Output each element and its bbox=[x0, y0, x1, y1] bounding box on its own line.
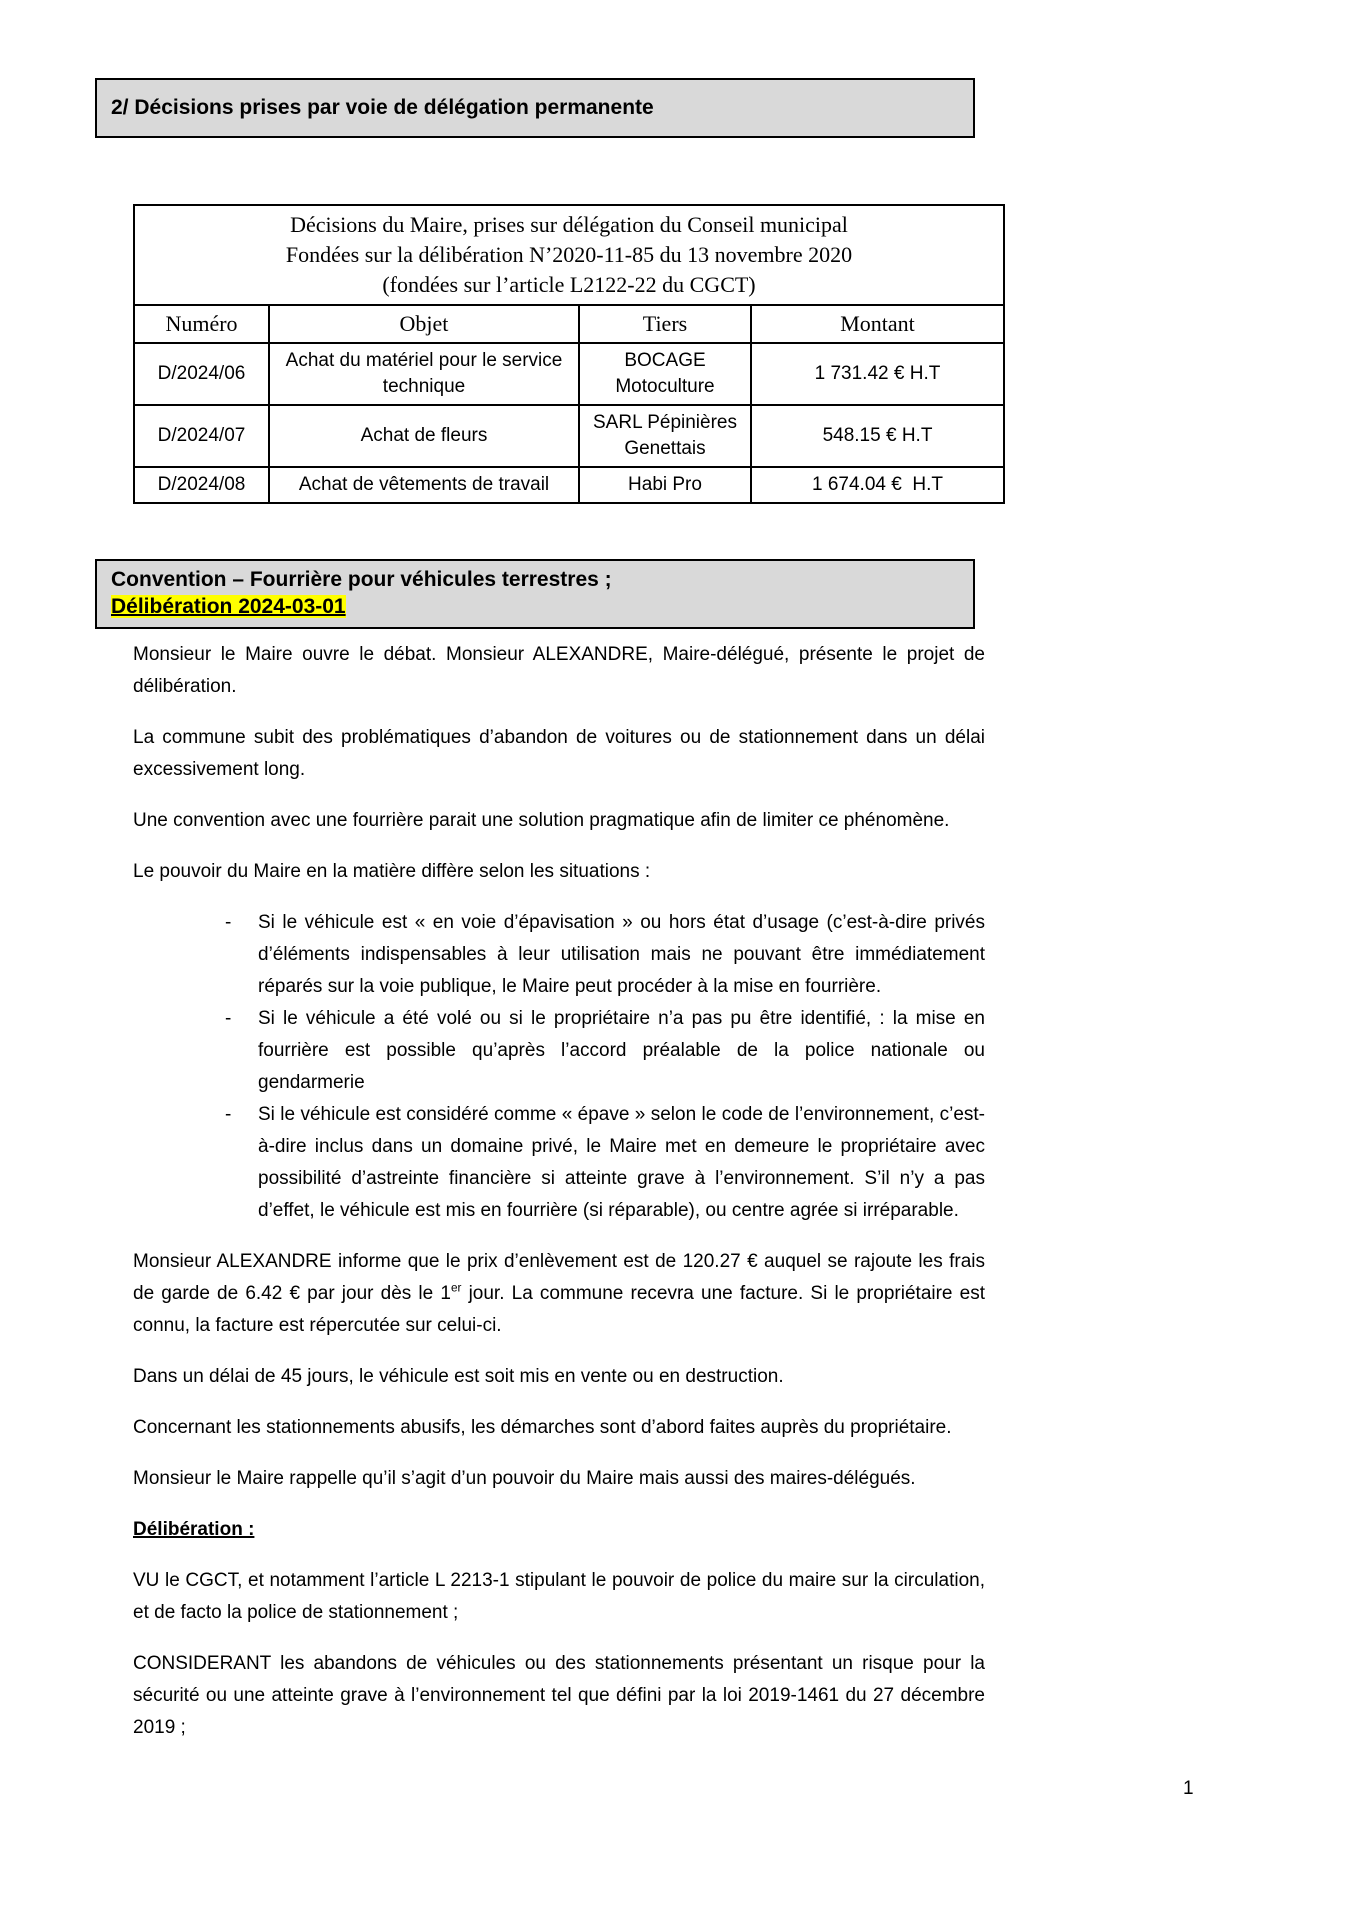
banner-delegation-title: 2/ Décisions prises par voie de délégation permanente bbox=[111, 96, 654, 119]
bullet-dash: - bbox=[225, 1104, 232, 1125]
table-title-line-3: (fondées sur l’article L2122-22 du CGCT) bbox=[382, 272, 756, 297]
cell-numero: D/2024/08 bbox=[134, 467, 269, 503]
bullet-item-vole bbox=[225, 1003, 985, 1099]
section-banner-delegation bbox=[95, 78, 975, 138]
paragraph-pouvoir-maire: Le pouvoir du Maire en la matière diffère selon les situations : bbox=[133, 861, 651, 882]
decisions-table-wrap bbox=[133, 204, 1357, 504]
bullet-list bbox=[133, 907, 985, 1227]
table-title-row bbox=[134, 205, 1004, 305]
paragraph-considerant: CONSIDERANT les abandons de véhicules ou des stationnements présentant un risque pour la sécurité ou une atteinte grave à l’environnement tel que défini par la loi 2019-1461 du 27 décembre 2019 ; bbox=[133, 1653, 985, 1738]
table-title-line-2: Fondées sur la délibération N’2020-11-85 du 13 novembre 2020 bbox=[285, 242, 853, 267]
table-title-cell bbox=[134, 205, 1004, 305]
cell-numero: D/2024/06 bbox=[134, 343, 269, 405]
table-header-numero: Numéro bbox=[134, 305, 269, 343]
prix-text-after-sup: jour. La commune recevra une facture. Si le propriétaire est connu, la facture est répercutée sur celui-ci. bbox=[133, 1283, 985, 1336]
paragraph-rappel-pouvoir: Monsieur le Maire rappelle qu’il s’agit d’un pouvoir du Maire mais aussi des maires-délégués. bbox=[133, 1468, 916, 1489]
table-header-objet: Objet bbox=[269, 305, 579, 343]
paragraph-delai-45-jours: Dans un délai de 45 jours, le véhicule est soit mis en vente ou en destruction. bbox=[133, 1366, 784, 1387]
bullet-item-epave bbox=[225, 1099, 985, 1227]
bullet-dash: - bbox=[225, 1008, 232, 1029]
section-banner-convention bbox=[95, 559, 975, 629]
cell-montant: 548.15 € H.T bbox=[751, 405, 1004, 467]
table-row bbox=[134, 343, 1004, 405]
prix-text-before-sup: Monsieur ALEXANDRE informe que le prix d’enlèvement est de 120.27 € auquel se rajoute les frais de garde de 6.42 € par jour dès le 1 bbox=[133, 1251, 985, 1304]
table-header-row bbox=[134, 305, 1004, 343]
table-row bbox=[134, 467, 1004, 503]
banner-convention-line-2 bbox=[111, 593, 959, 620]
cell-objet: Achat de vêtements de travail bbox=[269, 467, 579, 503]
bullet-dash: - bbox=[225, 912, 232, 933]
table-title-line-1: Décisions du Maire, prises sur délégation du Conseil municipal bbox=[290, 212, 848, 237]
table-row bbox=[134, 405, 1004, 467]
paragraph-vu-cgct: VU le CGCT, et notamment l’article L 2213-1 stipulant le pouvoir de police du maire sur la circulation, et de facto la police de stationnement ; bbox=[133, 1570, 985, 1623]
banner-convention-line-1: Convention – Fourrière pour véhicules terrestres ; bbox=[111, 568, 612, 591]
paragraph-stationnements-abusifs: Concernant les stationnements abusifs, les démarches sont d’abord faites auprès du propriétaire. bbox=[133, 1417, 952, 1438]
paragraph-problematiques: La commune subit des problématiques d’abandon de voitures ou de stationnement dans un délai excessivement long. bbox=[133, 727, 985, 780]
table-header-tiers: Tiers bbox=[579, 305, 751, 343]
cell-tiers: BOCAGE Motoculture bbox=[579, 343, 751, 405]
decisions-table bbox=[133, 204, 1005, 504]
cell-montant: 1 674.04 € H.T bbox=[751, 467, 1004, 503]
paragraph-prix-enlevement bbox=[133, 1246, 985, 1342]
cell-objet: Achat du matériel pour le service technique bbox=[269, 343, 579, 405]
cell-numero: D/2024/07 bbox=[134, 405, 269, 467]
paragraph-convention-solution: Une convention avec une fourrière parait une solution pragmatique afin de limiter ce phénomène. bbox=[133, 810, 950, 831]
bullet-text: Si le véhicule est considéré comme « épave » selon le code de l’environnement, c’est-à-dire inclus dans un domaine privé, le Maire met en demeure le propriétaire avec possibilité d’astreinte financière si atteinte grave à l’environnement. S’il n’y a pas d’effet, le véhicule est mis en fourrière (si réparable), ou centre agrée si irréparable. bbox=[258, 1104, 985, 1221]
deliberation-heading: Délibération : bbox=[133, 1519, 255, 1540]
bullet-text: Si le véhicule a été volé ou si le propriétaire n’a pas pu être identifié, : la mise en fourrière est possible qu’après l’accord préalable de la police nationale ou gendarmerie bbox=[258, 1008, 985, 1093]
cell-montant: 1 731.42 € H.T bbox=[751, 343, 1004, 405]
cell-objet: Achat de fleurs bbox=[269, 405, 579, 467]
highlighted-deliberation-ref: Délibération 2024-03-01 bbox=[111, 595, 346, 618]
cell-tiers: Habi Pro bbox=[579, 467, 751, 503]
cell-tiers: SARL Pépinières Genettais bbox=[579, 405, 751, 467]
page-number: 1 bbox=[1183, 1778, 1194, 1799]
paragraph-debat: Monsieur le Maire ouvre le débat. Monsieur ALEXANDRE, Maire-délégué, présente le projet de délibération. bbox=[133, 644, 985, 697]
ordinal-superscript: er bbox=[450, 1281, 462, 1295]
document-body bbox=[133, 639, 985, 1744]
bullet-item-epavisation bbox=[225, 907, 985, 1003]
table-header-montant: Montant bbox=[751, 305, 1004, 343]
bullet-text: Si le véhicule est « en voie d’épavisation » ou hors état d’usage (c’est-à-dire privés d’éléments indispensables à leur utilisation mais ne pouvant être immédiatement réparés sur la voie publique, le Maire peut procéder à la mise en fourrière. bbox=[258, 912, 985, 997]
